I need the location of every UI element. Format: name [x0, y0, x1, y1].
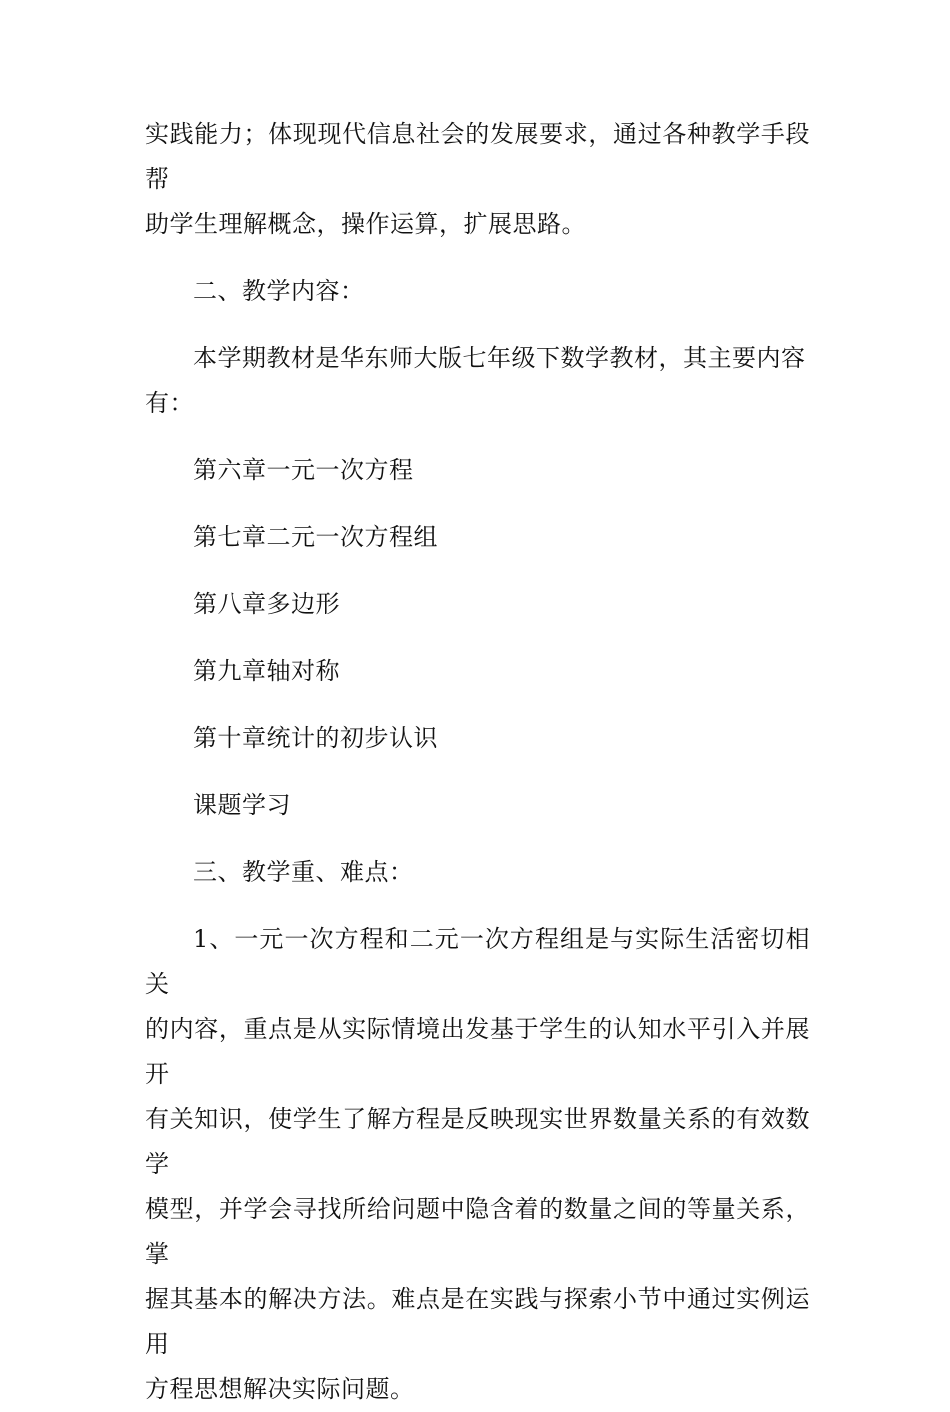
text-line: 有： — [145, 389, 194, 417]
chapter-item-9 — [145, 649, 810, 694]
paragraph-textbook-intro — [145, 336, 810, 426]
heading-text: 二、教学内容： — [193, 277, 365, 305]
document-body — [145, 112, 810, 1412]
chapter-item-8 — [145, 582, 810, 627]
chapter-item-6 — [145, 448, 810, 493]
chapter-title: 第十章统计的初步认识 — [193, 724, 438, 752]
text-line: 实践能力；体现现代信息社会的发展要求，通过各种教学手段帮 — [145, 120, 810, 193]
chapter-title: 第九章轴对称 — [193, 657, 340, 685]
text-line: 1、一元一次方程和二元一次方程组是与实际生活密切相关 — [145, 925, 810, 998]
text-line: 助学生理解概念，操作运算，扩展思路。 — [145, 210, 586, 238]
topic-study-item — [145, 783, 810, 828]
heading-text: 三、教学重、难点： — [193, 858, 414, 886]
text-line: 握其基本的解决方法。难点是在实践与探索小节中通过实例运用 — [145, 1285, 810, 1358]
paragraph-key-point-1 — [145, 917, 810, 1412]
chapter-title: 第八章多边形 — [193, 590, 340, 618]
section-heading-key-points — [145, 850, 810, 895]
chapter-item-7 — [145, 515, 810, 560]
chapter-title: 第六章一元一次方程 — [193, 456, 414, 484]
section-heading-teaching-content — [145, 269, 810, 314]
item-text: 课题学习 — [193, 791, 291, 819]
text-line: 有关知识，使学生了解方程是反映现实世界数量关系的有效数学 — [145, 1105, 810, 1178]
chapter-title: 第七章二元一次方程组 — [193, 523, 438, 551]
chapter-item-10 — [145, 716, 810, 761]
text-line: 本学期教材是华东师大版七年级下数学教材，其主要内容 — [193, 344, 806, 372]
text-line: 方程思想解决实际问题。 — [145, 1375, 415, 1403]
text-line: 的内容，重点是从实际情境出发基于学生的认知水平引入并展开 — [145, 1015, 810, 1088]
text-line: 模型，并学会寻找所给问题中隐含着的数量之间的等量关系，掌 — [145, 1195, 810, 1268]
paragraph-continued-goals — [145, 112, 810, 247]
